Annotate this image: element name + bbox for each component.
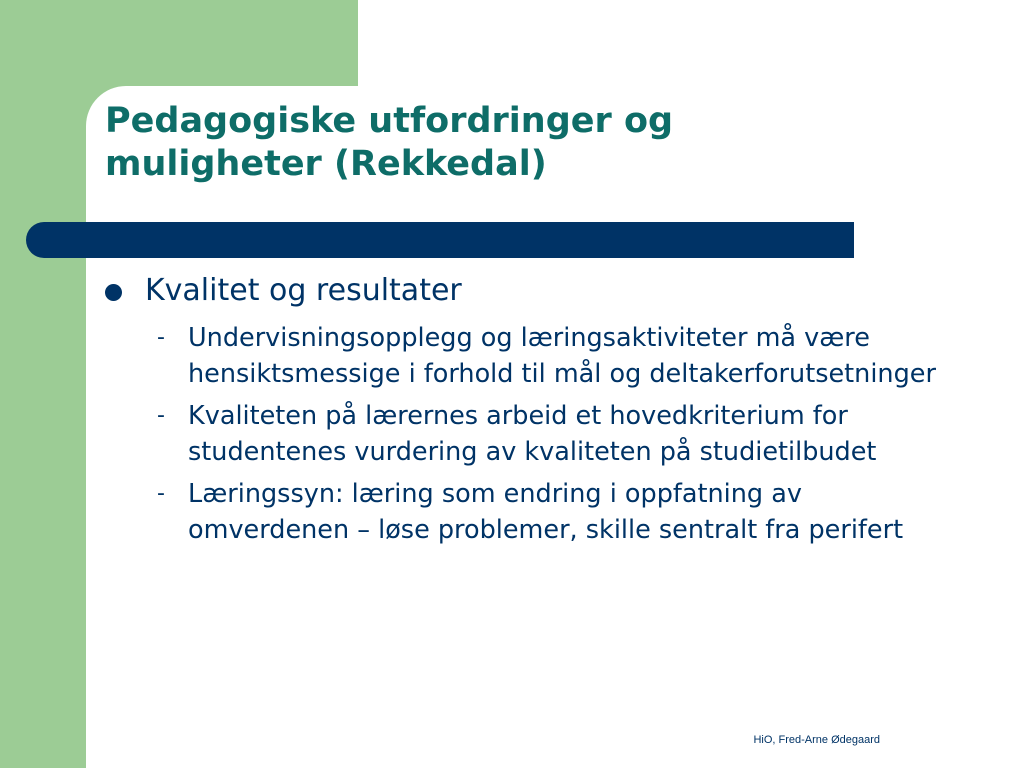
dash-icon: - (157, 325, 165, 350)
sub-bullet-item (105, 320, 955, 392)
sub-bullet-text: Undervisningsopplegg og læringsaktiviteter må være hensiktsmessige i forhold til mål og deltakerforutsetninger (188, 323, 936, 389)
slide-body (105, 268, 955, 554)
sub-bullet-text: Kvaliteten på lærernes arbeid et hovedkriterium for studentenes vurdering av kvaliteten på studietilbudet (188, 401, 877, 467)
slide-title: Pedagogiske utfordringer og muligheter (Rekkedal) (105, 101, 674, 184)
sub-bullet-list (105, 320, 955, 548)
bullet-item (105, 268, 955, 314)
bullet-dot-icon (105, 284, 122, 301)
title-divider-bar (26, 222, 854, 258)
sub-bullet-text: Læringssyn: læring som endring i oppfatning av omverdenen – løse problemer, skille sentralt fra perifert (188, 479, 904, 545)
footer-credit: HiO, Fred-Arne Ødegaard (753, 734, 880, 746)
sub-bullet-item (105, 476, 955, 548)
dash-icon: - (157, 403, 165, 428)
bullet-text: Kvalitet og resultater (145, 273, 462, 308)
dash-icon: - (157, 481, 165, 506)
sub-bullet-item (105, 398, 955, 470)
